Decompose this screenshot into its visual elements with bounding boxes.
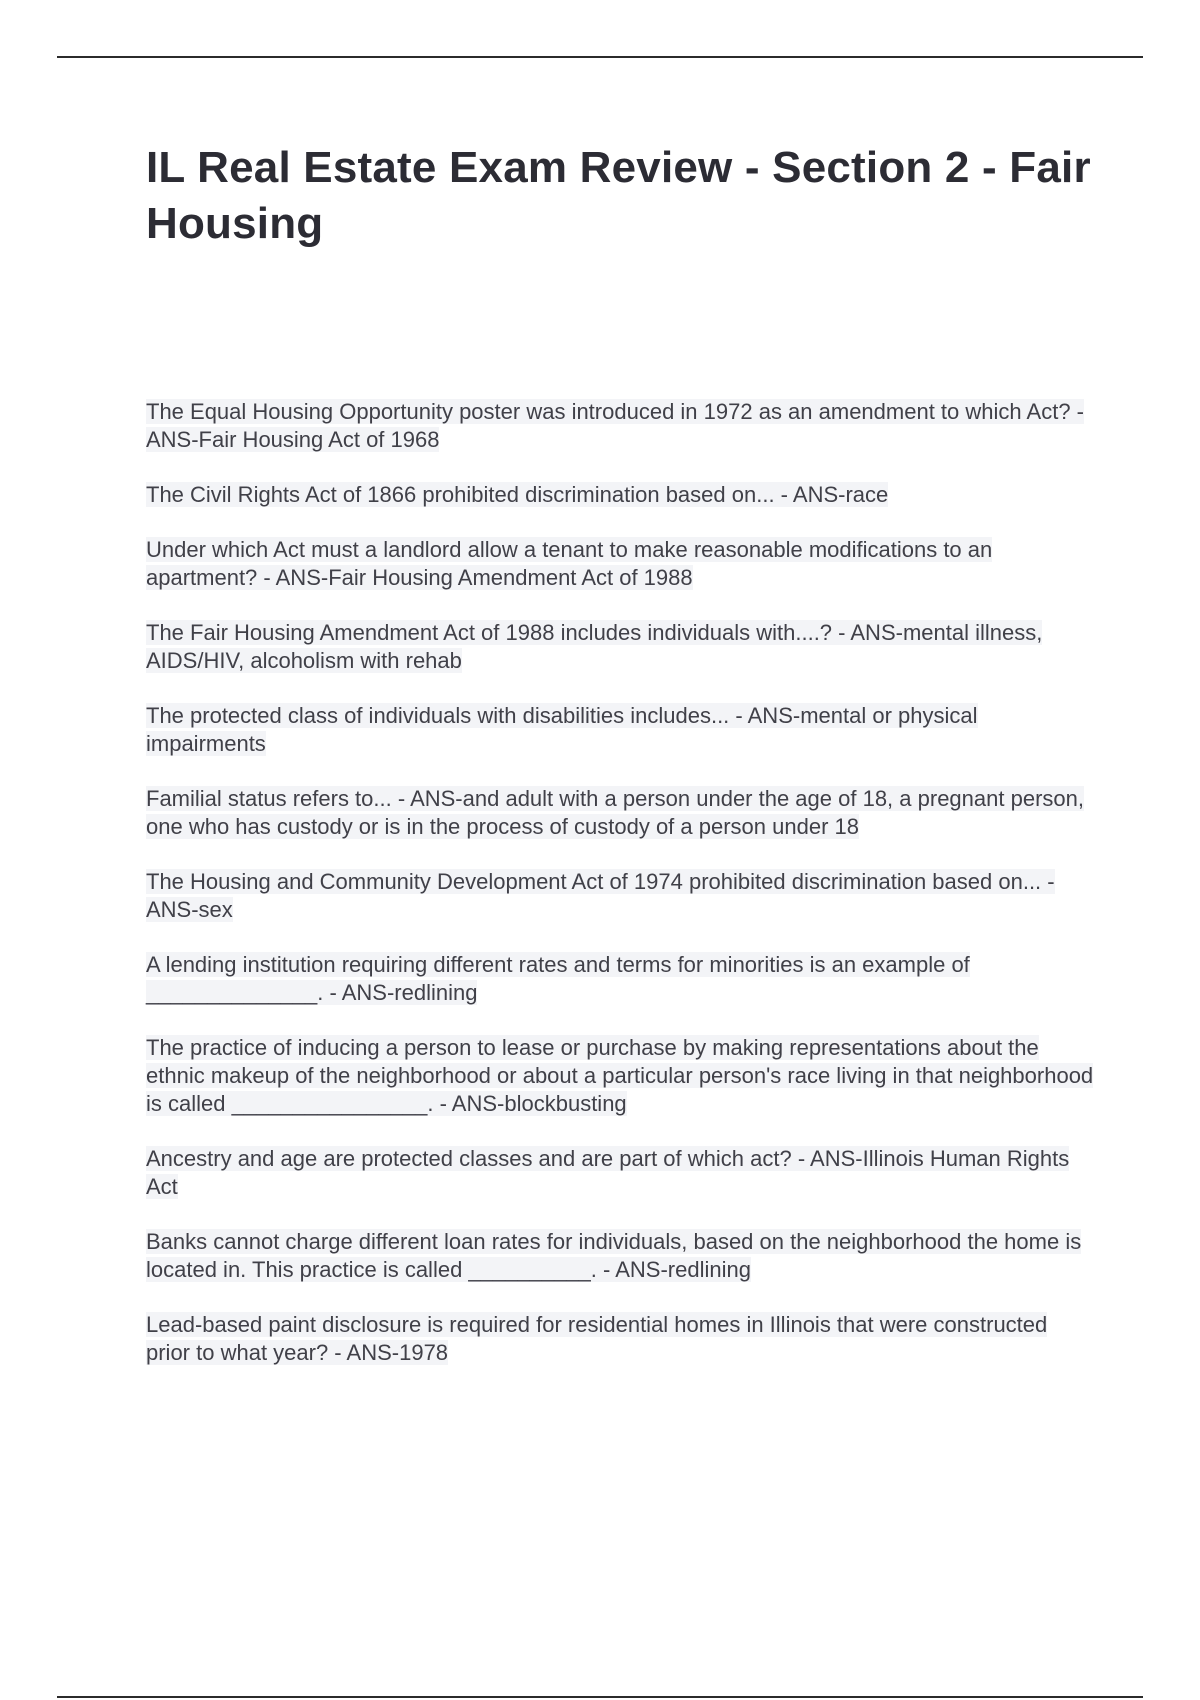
qa-item	[146, 481, 1096, 509]
qa-item	[146, 1311, 1096, 1367]
qa-text: Under which Act must a landlord allow a tenant to make reasonable modifications to an apartment? - ANS-Fair Housing Amendment Act of 1988	[146, 537, 993, 590]
qa-item	[146, 868, 1096, 924]
qa-item	[146, 1145, 1096, 1201]
qa-item	[146, 951, 1096, 1007]
qa-text: The practice of inducing a person to lease or purchase by making representations about the ethnic makeup of the neighborhood or about a particular person's race living in that neighborhood is called ________________. - ANS-blockbusting	[146, 1035, 1094, 1116]
qa-text: The Civil Rights Act of 1866 prohibited discrimination based on... - ANS-race	[146, 482, 889, 507]
qa-text: The Housing and Community Development Act of 1974 prohibited discrimination based on... - ANS-sex	[146, 869, 1055, 922]
qa-text: Lead-based paint disclosure is required for residential homes in Illinois that were constructed prior to what year? - ANS-1978	[146, 1312, 1048, 1365]
qa-text: Ancestry and age are protected classes and are part of which act? - ANS-Illinois Human Rights Act	[146, 1146, 1070, 1199]
qa-item	[146, 398, 1096, 454]
qa-item	[146, 1228, 1096, 1284]
qa-text: The Fair Housing Amendment Act of 1988 includes individuals with....? - ANS-mental illness, AIDS/HIV, alcoholism with rehab	[146, 620, 1043, 673]
bottom-rule	[57, 1696, 1143, 1698]
document-body	[146, 140, 1096, 1394]
qa-item	[146, 702, 1096, 758]
qa-text: The Equal Housing Opportunity poster was introduced in 1972 as an amendment to which Act? - ANS-Fair Housing Act of 1968	[146, 399, 1084, 452]
qa-text: A lending institution requiring different rates and terms for minorities is an example of ______________. - ANS-redlining	[146, 952, 970, 1005]
qa-item	[146, 536, 1096, 592]
qa-text: The protected class of individuals with disabilities includes... - ANS-mental or physical impairments	[146, 703, 978, 756]
qa-text: Familial status refers to... - ANS-and adult with a person under the age of 18, a pregnant person, one who has custody or is in the process of custody of a person under 18	[146, 786, 1084, 839]
qa-item	[146, 619, 1096, 675]
qa-item	[146, 1034, 1096, 1118]
document-title: IL Real Estate Exam Review - Section 2 - Fair Housing	[146, 143, 1091, 248]
qa-text: Banks cannot charge different loan rates for individuals, based on the neighborhood the home is located in. This practice is called __________. - ANS-redlining	[146, 1229, 1082, 1282]
qa-list	[146, 398, 1096, 1367]
qa-item	[146, 785, 1096, 841]
top-rule	[57, 56, 1143, 58]
